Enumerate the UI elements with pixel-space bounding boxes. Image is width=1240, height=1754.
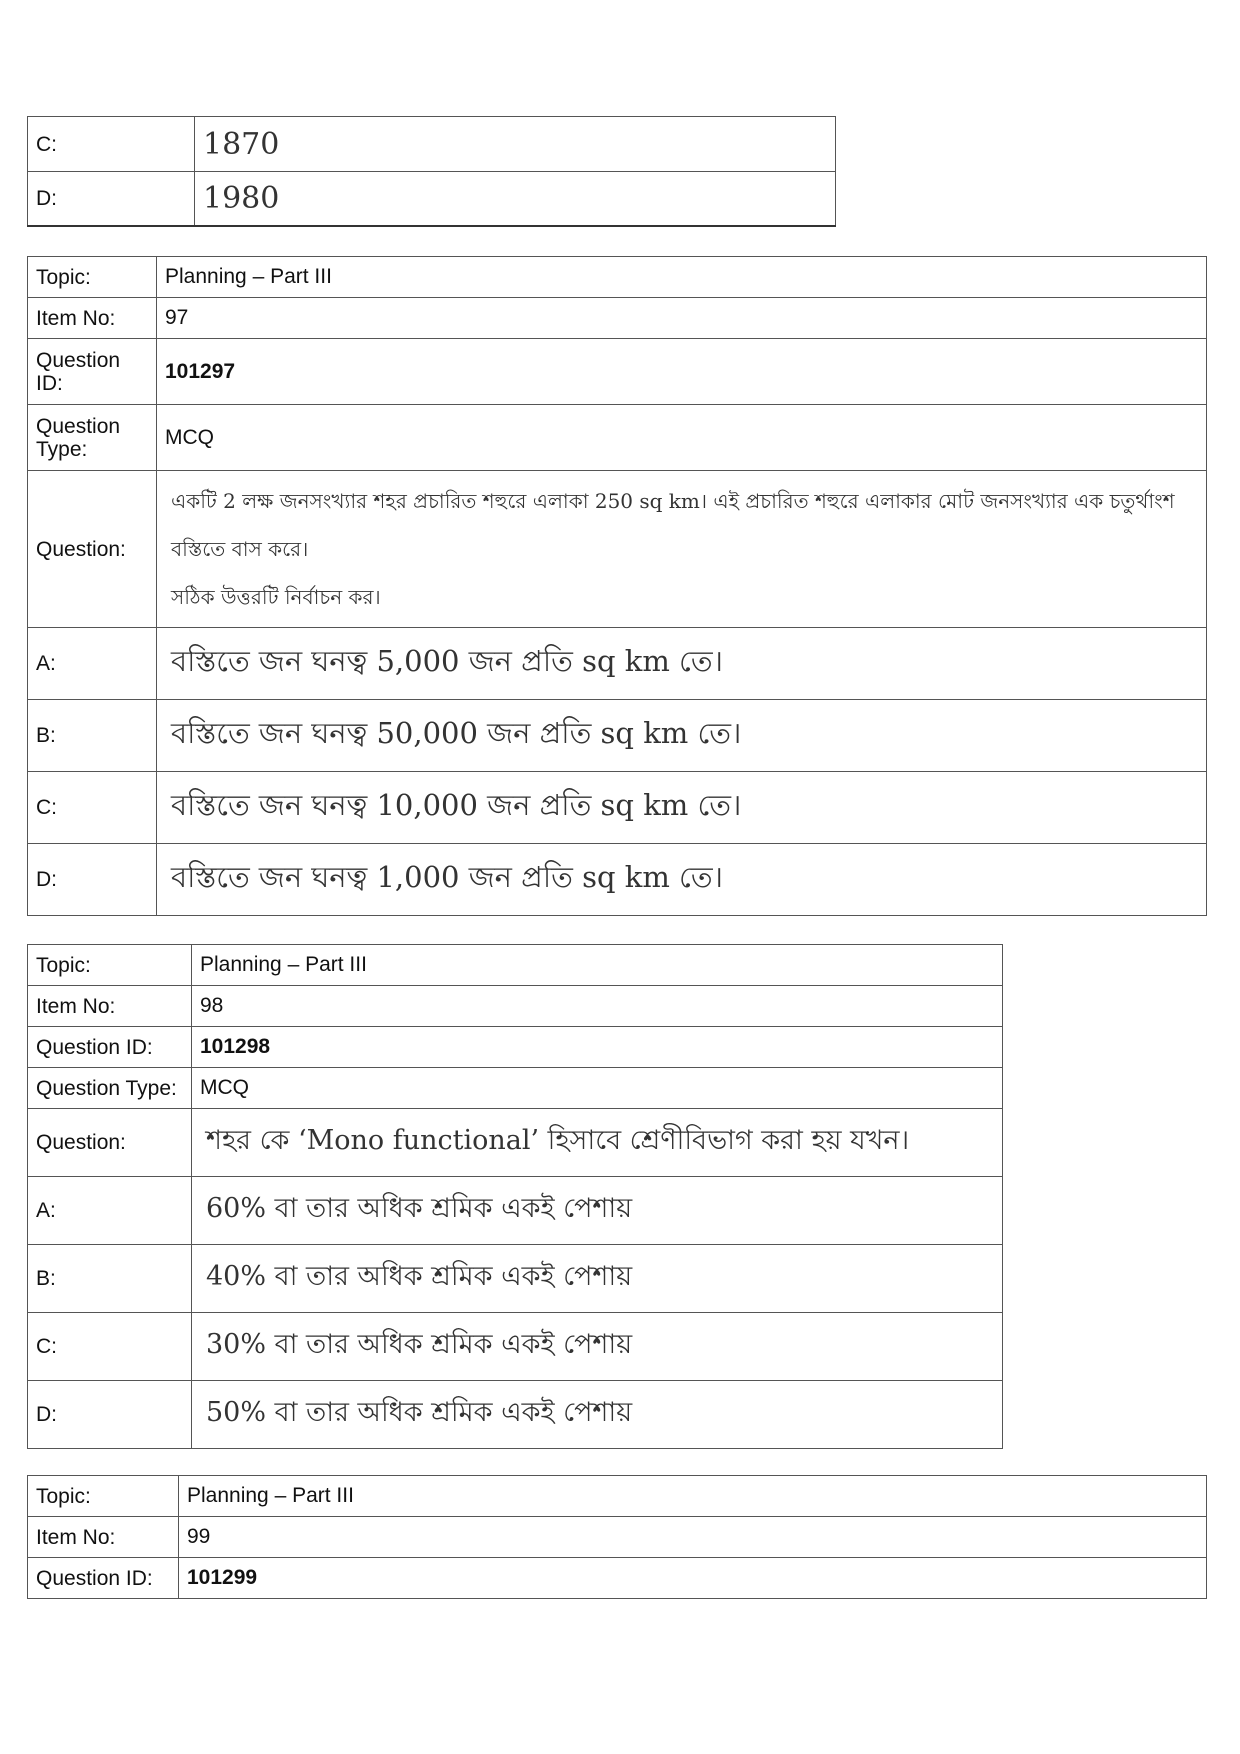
question-type-value: MCQ — [157, 405, 1207, 471]
item-label: Item No: — [28, 1517, 179, 1558]
option-row — [28, 772, 1207, 844]
option-label: B: — [28, 1245, 192, 1313]
question-line: সঠিক উত্তরটি নির্বাচন কর। — [171, 585, 381, 609]
item-label: Item No: — [28, 986, 192, 1027]
item-value: 97 — [157, 298, 1207, 339]
topic-value: Planning – Part III — [179, 1476, 1207, 1517]
question-type-row — [28, 1068, 1003, 1109]
option-label: A: — [28, 628, 157, 700]
question-type-label: Question Type: — [28, 405, 157, 471]
option-row — [28, 1381, 1003, 1449]
option-row — [28, 628, 1207, 700]
topic-label: Topic: — [28, 945, 192, 986]
topic-label: Topic: — [28, 1476, 179, 1517]
question-id-value: 101297 — [157, 339, 1207, 405]
question-id-row — [28, 1558, 1207, 1599]
question-id-row — [28, 1027, 1003, 1068]
topic-row — [28, 945, 1003, 986]
item-label: Item No: — [28, 298, 157, 339]
option-label: C: — [28, 1313, 192, 1381]
option-label: C: — [28, 117, 195, 172]
question-label: Question: — [28, 1109, 192, 1177]
item-value: 98 — [192, 986, 1003, 1027]
item-value: 99 — [179, 1517, 1207, 1558]
question-type-label: Question Type: — [28, 1068, 192, 1109]
question-text — [157, 471, 1207, 628]
question-text: শহর কে ‘Mono functional’ হিসাবে শ্রেণীবিভাগ করা হয় যখন। — [192, 1109, 1003, 1177]
prev-question-table — [27, 116, 836, 227]
question-id-value: 101299 — [179, 1558, 1207, 1599]
topic-value: Planning – Part III — [157, 257, 1207, 298]
question-row — [28, 471, 1207, 628]
option-text: বস্তিতে জন ঘনত্ব 5,000 জন প্রতি sq km তে। — [157, 628, 1207, 700]
question-line: একটি 2 লক্ষ জনসংখ্যার শহর প্রচারিত শহুরে এলাকা 250 sq km। এই প্রচারিত শহুরে এলাকার মোট জনসংখ্যার এক চতুর্থাংশ বস্তিতে বাস করে। — [171, 489, 1175, 561]
question-id-value: 101298 — [192, 1027, 1003, 1068]
option-label: B: — [28, 700, 157, 772]
question-type-row — [28, 405, 1207, 471]
option-label: D: — [28, 1381, 192, 1449]
option-row — [28, 172, 836, 226]
option-label: D: — [28, 172, 195, 226]
option-text: 60% বা তার অধিক শ্রমিক একই পেশায় — [192, 1177, 1003, 1245]
option-row — [28, 700, 1207, 772]
topic-row — [28, 257, 1207, 298]
question-97-table — [27, 256, 1207, 916]
item-row — [28, 986, 1003, 1027]
option-text: 1870 — [195, 117, 836, 172]
topic-label: Topic: — [28, 257, 157, 298]
option-text: 40% বা তার অধিক শ্রমিক একই পেশায় — [192, 1245, 1003, 1313]
option-text: 1980 — [195, 172, 836, 226]
option-label: A: — [28, 1177, 192, 1245]
topic-value: Planning – Part III — [192, 945, 1003, 986]
option-row — [28, 1177, 1003, 1245]
question-99-table — [27, 1475, 1207, 1599]
option-row — [28, 1245, 1003, 1313]
question-type-value: MCQ — [192, 1068, 1003, 1109]
question-row — [28, 1109, 1003, 1177]
question-label: Question: — [28, 471, 157, 628]
item-row — [28, 298, 1207, 339]
option-row — [28, 1313, 1003, 1381]
option-row — [28, 117, 836, 172]
option-text: 50% বা তার অধিক শ্রমিক একই পেশায় — [192, 1381, 1003, 1449]
topic-row — [28, 1476, 1207, 1517]
option-label: D: — [28, 844, 157, 916]
option-text: বস্তিতে জন ঘনত্ব 50,000 জন প্রতি sq km তে। — [157, 700, 1207, 772]
question-id-label: Question ID: — [28, 339, 157, 405]
option-text: বস্তিতে জন ঘনত্ব 10,000 জন প্রতি sq km তে। — [157, 772, 1207, 844]
question-id-label: Question ID: — [28, 1558, 179, 1599]
item-row — [28, 1517, 1207, 1558]
question-98-table — [27, 944, 1003, 1449]
question-id-label: Question ID: — [28, 1027, 192, 1068]
option-text: বস্তিতে জন ঘনত্ব 1,000 জন প্রতি sq km তে। — [157, 844, 1207, 916]
option-text: 30% বা তার অধিক শ্রমিক একই পেশায় — [192, 1313, 1003, 1381]
option-label: C: — [28, 772, 157, 844]
option-row — [28, 844, 1207, 916]
question-id-row — [28, 339, 1207, 405]
